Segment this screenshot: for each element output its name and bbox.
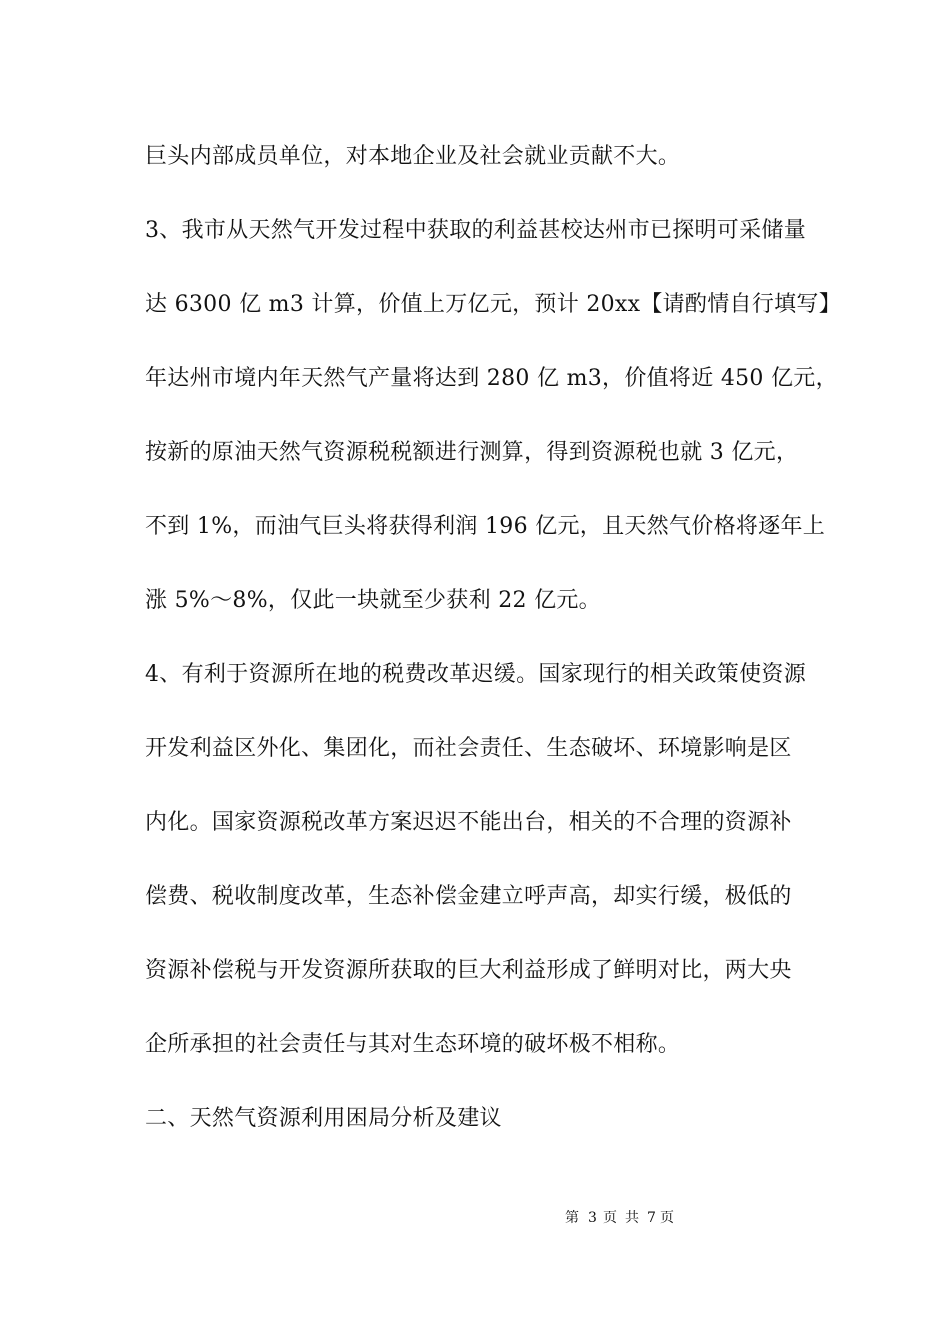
text-line-5: 按新的原油天然气资源税税额进行测算，得到资源税也就 3 亿元， [145, 440, 799, 465]
section-heading: 二、天然气资源利用困局分析及建议 [145, 1106, 502, 1131]
text-line-1: 巨头内部成员单位，对本地企业及社会就业贡献不大。 [145, 144, 681, 169]
text-line-10: 内化。国家资源税改革方案迟迟不能出台，相关的不合理的资源补 [145, 810, 792, 835]
footer-page-char: 页 [603, 1210, 617, 1226]
text-line-4: 年达州市境内年天然气产量将达到 280 亿 m3，价值将近 450 亿元， [145, 366, 838, 391]
footer-suffix: 页 [660, 1210, 674, 1226]
text-line-2: 3、我市从天然气开发过程中获取的利益甚校达州市已探明可采储量 [145, 218, 806, 243]
footer-total-pages: 7 [647, 1210, 656, 1226]
text-line-3: 达 6300 亿 m3 计算，价值上万亿元，预计 20xx【请酌情自行填写】 [145, 292, 842, 317]
text-line-7: 涨 5%～8%，仅此一块就至少获利 22 亿元。 [145, 588, 601, 613]
text-line-8: 4、有利于资源所在地的税费改革迟缓。国家现行的相关政策使资源 [145, 662, 806, 687]
text-line-12: 资源补偿税与开发资源所获取的巨大利益形成了鲜明对比，两大央 [145, 958, 792, 983]
footer-current-page: 3 [588, 1210, 597, 1226]
text-line-11: 偿费、税收制度改革，生态补偿金建立呼声高，却实行缓，极低的 [145, 884, 792, 909]
text-line-6: 不到 1%，而油气巨头将获得利润 196 亿元，且天然气价格将逐年上 [145, 514, 826, 539]
footer-total-prefix: 共 [625, 1210, 639, 1226]
footer-prefix: 第 [565, 1210, 579, 1226]
text-line-9: 开发利益区外化、集团化，而社会责任、生态破坏、环境影响是区 [145, 736, 792, 761]
text-line-13: 企所承担的社会责任与其对生态环境的破坏极不相称。 [145, 1032, 681, 1057]
